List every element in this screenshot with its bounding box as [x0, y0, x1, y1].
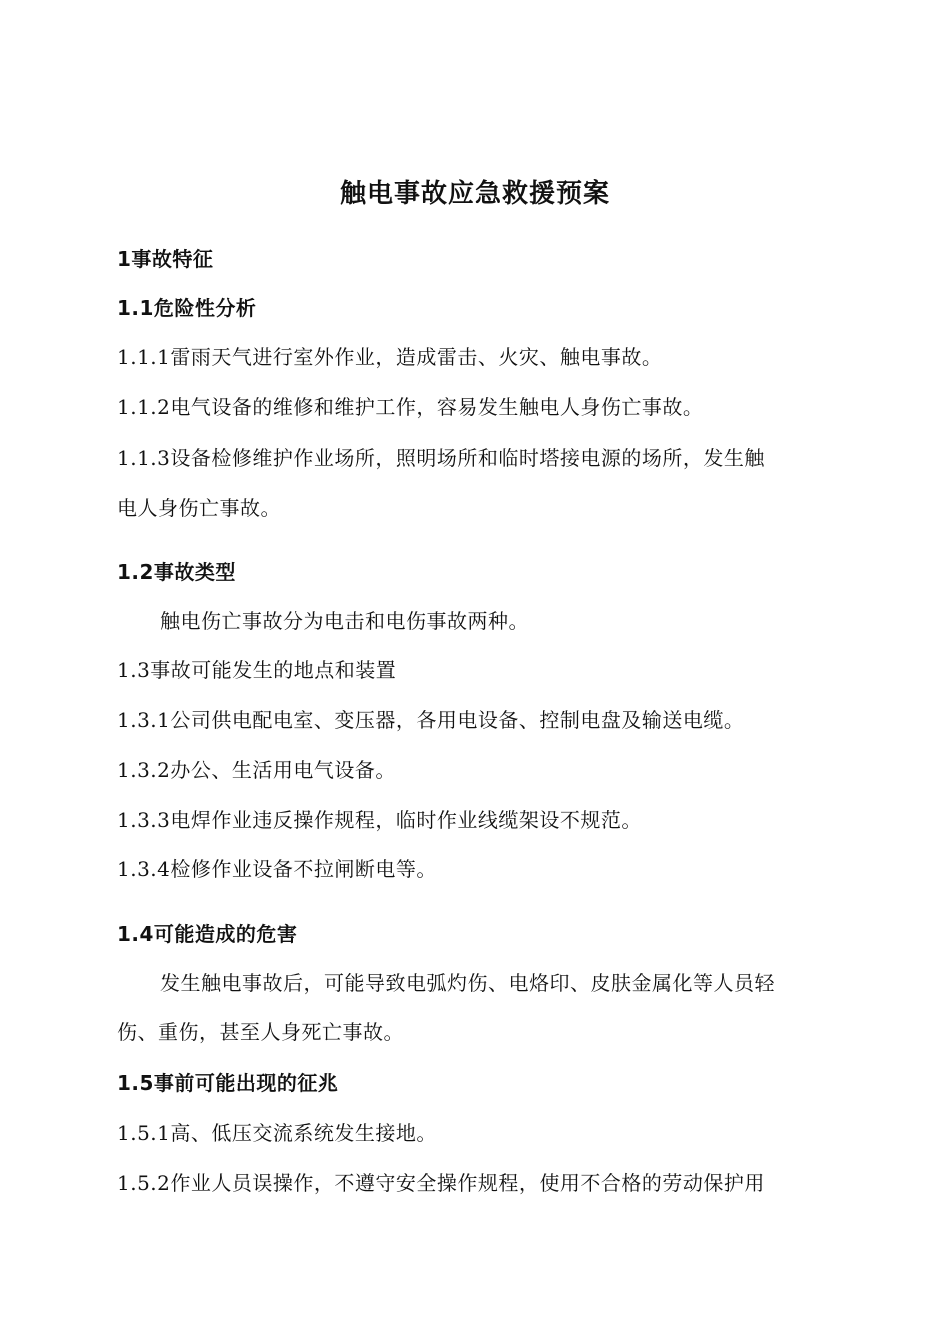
section-heading-1-5: 1.5事前可能出现的征兆	[117, 1071, 339, 1095]
paragraph-1-3-4: 1.3.4检修作业设备不拉闸断电等。	[117, 857, 437, 881]
paragraph-1-1-2: 1.1.2电气设备的维修和维护工作，容易发生触电人身伤亡事故。	[117, 395, 704, 419]
paragraph-1-1-3: 1.1.3设备检修维护作业场所，照明场所和临时塔接电源的场所，发生触	[117, 446, 765, 470]
paragraph-1-1-3-continued: 电人身伤亡事故。	[117, 496, 281, 520]
paragraph-1-2: 触电伤亡事故分为电击和电伤事故两种。	[160, 609, 529, 633]
paragraph-1-5-1: 1.5.1高、低压交流系统发生接地。	[117, 1121, 437, 1145]
section-heading-1: 1事故特征	[117, 247, 214, 271]
section-heading-1-1: 1.1危险性分析	[117, 296, 257, 320]
paragraph-1-3-1: 1.3.1公司供电配电室、变压器，各用电设备、控制电盘及输送电缆。	[117, 708, 745, 732]
paragraph-1-4: 发生触电事故后，可能导致电弧灼伤、电烙印、皮肤金属化等人员轻	[160, 971, 775, 995]
section-heading-1-4: 1.4可能造成的危害	[117, 922, 298, 946]
paragraph-1-3-2: 1.3.2办公、生活用电气设备。	[117, 758, 396, 782]
section-heading-1-2: 1.2事故类型	[117, 560, 236, 584]
paragraph-1-5-2: 1.5.2作业人员误操作，不遵守安全操作规程，使用不合格的劳动保护用	[117, 1171, 765, 1195]
paragraph-1-1-1: 1.1.1雷雨天气进行室外作业，造成雷击、火灾、触电事故。	[117, 345, 663, 369]
section-heading-1-3: 1.3事故可能发生的地点和装置	[117, 658, 397, 682]
paragraph-1-3-3: 1.3.3电焊作业违反操作规程，临时作业线缆架设不规范。	[117, 808, 642, 832]
paragraph-1-4-continued: 伤、重伤，甚至人身死亡事故。	[117, 1020, 404, 1044]
document-title: 触电事故应急救援预案	[339, 179, 610, 209]
